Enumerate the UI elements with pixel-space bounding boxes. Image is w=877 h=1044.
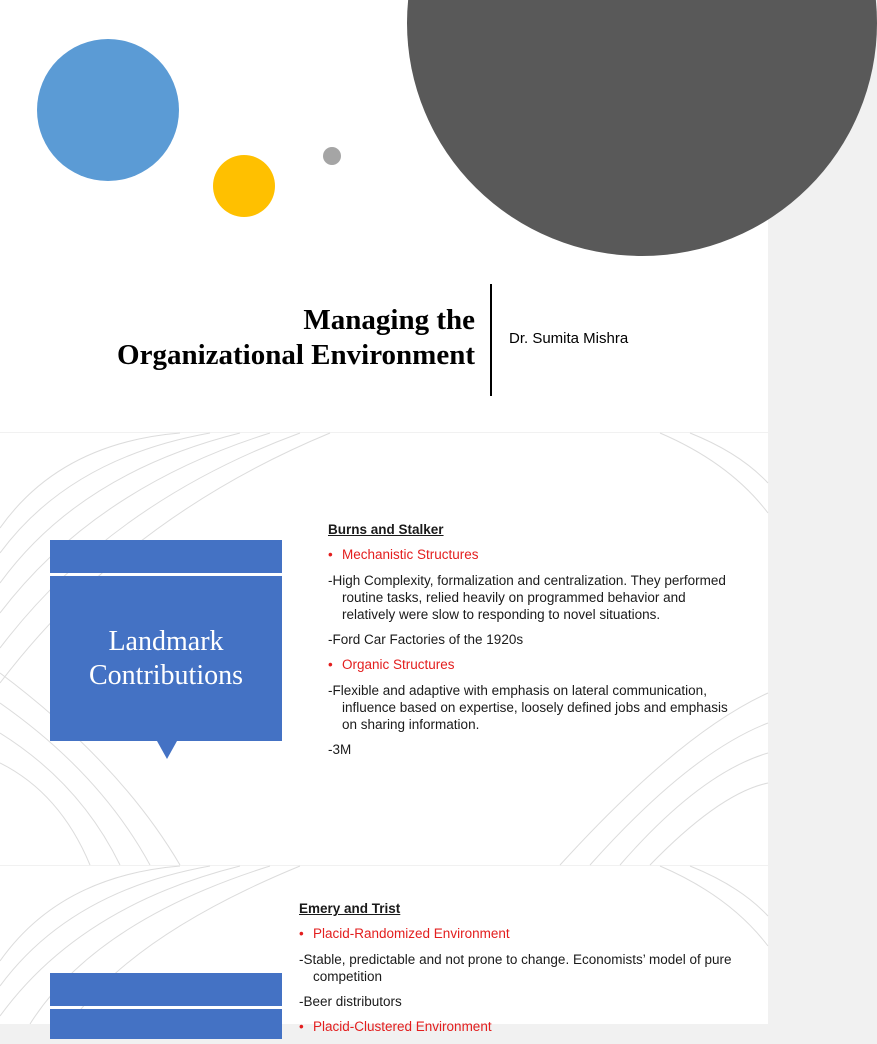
title-divider xyxy=(490,284,492,396)
section-heading: Emery and Trist xyxy=(299,901,401,916)
section-label-box xyxy=(50,576,282,741)
paragraph: -3M xyxy=(328,742,352,757)
accent-bar xyxy=(50,973,282,1006)
title-slide xyxy=(0,0,768,432)
title-line-1: Managing the xyxy=(303,304,475,336)
content-block xyxy=(328,521,738,766)
slide-title xyxy=(15,303,475,373)
bullet-item: • Mechanistic Structures xyxy=(328,546,738,563)
label-line-1: Landmark xyxy=(108,625,224,657)
blue-circle-decoration xyxy=(37,39,179,181)
dark-circle-decoration xyxy=(407,0,877,256)
paragraph: -Flexible and adaptive with emphasis on lateral communication, influence based on expertise, loosely defined jobs and emphasis on sharing information. xyxy=(328,683,728,732)
accent-bar xyxy=(50,540,282,573)
emery-trist-slide xyxy=(0,866,768,1034)
title-line-2: Organizational Environment xyxy=(117,339,475,371)
landmark-slide xyxy=(0,433,768,865)
content-block xyxy=(299,900,744,1044)
label-pointer xyxy=(157,741,177,759)
paragraph: -High Complexity, formalization and centralization. They performed routine tasks, relied heavily on programmed behavior and relatively were slow to responding to novel situations. xyxy=(328,573,726,622)
label-line-2: Contributions xyxy=(88,659,243,691)
bullet-item: • Organic Structures xyxy=(328,656,738,673)
paragraph: -Beer distributors xyxy=(299,994,402,1009)
section-label-box xyxy=(50,1009,282,1039)
grey-dot-decoration xyxy=(323,147,341,165)
paragraph: -Ford Car Factories of the 1920s xyxy=(328,632,524,647)
yellow-circle-decoration xyxy=(213,155,275,217)
section-heading: Burns and Stalker xyxy=(328,522,444,537)
author-name: Dr. Sumita Mishra xyxy=(509,330,629,347)
bullet-item: • Placid-Randomized Environment xyxy=(299,925,744,942)
paragraph: -Stable, predictable and not prone to change. Economists’ model of pure competition xyxy=(299,952,732,984)
bullet-item: • Placid-Clustered Environment xyxy=(299,1018,744,1035)
